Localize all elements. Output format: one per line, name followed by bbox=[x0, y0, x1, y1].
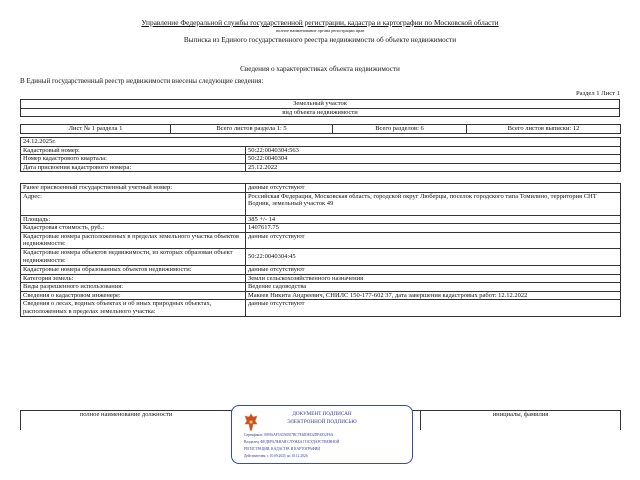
table-row bbox=[21, 184, 621, 193]
table-row bbox=[21, 300, 621, 316]
table-row bbox=[21, 163, 621, 172]
stamp-line2: ЭЛЕКТРОННОЙ ПОДПИСЬЮ bbox=[287, 419, 357, 425]
field-value: 50:22:0040304 bbox=[246, 155, 621, 164]
extract-date: 24.12.2025г. bbox=[21, 138, 621, 147]
field-label: Кадастровые номера образованных объектов недвижимости: bbox=[21, 265, 246, 274]
sheet-number: Лист № 1 раздела 1 bbox=[21, 125, 171, 134]
field-label: Кадастровые номера объектов недвижимости, из которых образован объект недвижимости: bbox=[21, 248, 246, 265]
table-row bbox=[21, 291, 621, 300]
field-label: Категория земель: bbox=[21, 274, 246, 283]
total-sections: Всего разделов: 6 bbox=[333, 125, 467, 134]
table-row bbox=[21, 232, 621, 248]
intro-text: В Единый государственный реестр недвижимости внесены следующие сведения: bbox=[20, 77, 264, 85]
table-row bbox=[21, 192, 621, 215]
extract-title: Выписка из Единого государственного реестра недвижимости об объекте недвижимости bbox=[183, 36, 457, 44]
stamp-validity: Действителен: с 10.09.2025 по 10.12.2026 bbox=[244, 454, 308, 458]
sheet-info-table bbox=[20, 124, 621, 134]
stamp-line1: ДОКУМЕНТ ПОДПИСАН bbox=[292, 411, 352, 417]
field-label: Сведения о лесах, водных объектах и об иных природных объектах, расположенных в пределах земельного участка: bbox=[21, 300, 246, 316]
table-row bbox=[21, 265, 621, 274]
section-title: Сведения о характеристиках объекта недвижимости bbox=[240, 65, 400, 73]
field-value: данные отсутствуют bbox=[246, 184, 621, 193]
field-value: Земли сельскохозяйственного назначения bbox=[246, 274, 621, 283]
table-row bbox=[21, 215, 621, 224]
sheet-label: Раздел 1 Лист 1 bbox=[576, 90, 620, 97]
field-value: Российская Федерация, Московская область, городской округ Люберцы, поселок городского типа Томилино, территория СНТ Водник, земельный участок 49 bbox=[246, 192, 621, 215]
field-value: 50:22:0040304:45 bbox=[246, 248, 621, 265]
table-row bbox=[21, 224, 621, 233]
table-row bbox=[21, 274, 621, 283]
field-value: 25.12.2022 bbox=[246, 163, 621, 172]
field-value: данные отсутствуют bbox=[246, 232, 621, 248]
authority-name: Управление Федеральной службы государственной регистрации, кадастра и картографии по Московской области bbox=[141, 18, 499, 27]
field-value: 50:22:0040304:563 bbox=[246, 146, 621, 155]
stamp-certificate: Сертификат: 00916AF5A594507BC7E6D3ED2DFA852F6A bbox=[244, 433, 334, 437]
field-value: данные отсутствуют bbox=[246, 265, 621, 274]
field-value: Ведение садоводства bbox=[246, 283, 621, 292]
field-label: Номер кадастрового квартала: bbox=[21, 155, 246, 164]
field-label: Адрес: bbox=[21, 192, 246, 215]
electronic-signature-stamp bbox=[231, 405, 413, 464]
field-value: Макеев Никита Андреевич, СНИЛС 150-177-602 37, дата завершения кадастровых работ: 12.12.2022 bbox=[246, 291, 621, 300]
field-value: 1407617.75 bbox=[246, 224, 621, 233]
field-label: Площадь: bbox=[21, 215, 246, 224]
field-label: Ранее присвоенный государственный учетный номер: bbox=[21, 184, 246, 193]
field-label: Дата присвоения кадастрового номера: bbox=[21, 163, 246, 172]
object-type-table bbox=[20, 99, 620, 117]
object-type: Земельный участок bbox=[21, 100, 620, 109]
position-caption: полное наименование должности bbox=[21, 411, 232, 431]
stamp-owner: Владелец: ФЕДЕРАЛЬНАЯ СЛУЖБА ГОСУДАРСТВЕННОЙ bbox=[244, 440, 340, 444]
total-sheets-section: Всего листов раздела 1: 5 bbox=[171, 125, 333, 134]
table-row bbox=[21, 155, 621, 164]
stamp-owner-2: РЕГИСТРАЦИИ, КАДАСТРА И КАРТОГРАФИИ bbox=[244, 447, 320, 451]
table-row bbox=[21, 248, 621, 265]
field-label: Кадастровый номер: bbox=[21, 146, 246, 155]
table-row bbox=[21, 283, 621, 292]
details-table bbox=[20, 183, 621, 317]
basic-info-table bbox=[20, 137, 621, 172]
field-value: 385 +/- 14 bbox=[246, 215, 621, 224]
field-label: Сведения о кадастровом инженере: bbox=[21, 291, 246, 300]
name-caption: инициалы, фамилия bbox=[421, 411, 621, 431]
field-label: Кадастровая стоимость, руб.: bbox=[21, 224, 246, 233]
field-label: Кадастровые номера расположенных в пределах земельного участка объектов недвижимости: bbox=[21, 232, 246, 248]
total-sheets-extract: Всего листов выписки: 12 bbox=[467, 125, 621, 134]
table-row bbox=[21, 146, 621, 155]
authority-caption: полное наименование органа регистрации прав bbox=[275, 28, 365, 33]
field-value: данные отсутствуют bbox=[246, 300, 621, 316]
object-type-caption: вид объекта недвижимости bbox=[21, 108, 620, 117]
field-label: Виды разрешенного использования: bbox=[21, 283, 246, 292]
